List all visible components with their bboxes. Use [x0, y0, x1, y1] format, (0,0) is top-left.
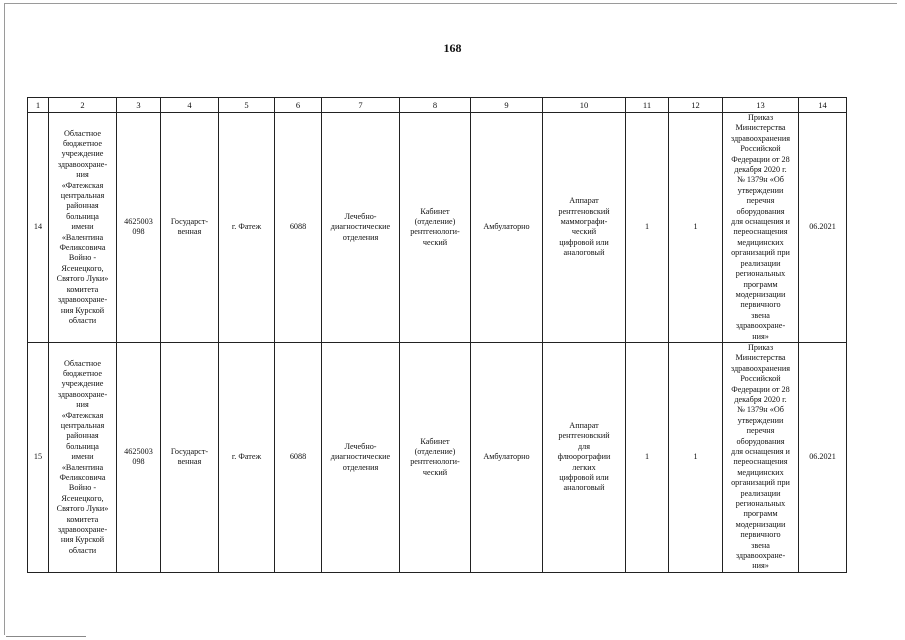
inn-cell — [117, 113, 161, 343]
equipment-text: Аппарат рентгеновский для флюорографии легких цифровой или аналоговый — [557, 420, 611, 493]
cabinet-text: Кабинет (отделение) рентгенологи- ческий — [410, 206, 460, 247]
organization-text: Областное бюджетное учреждение здравоохране- ния «Фатежская центральная районная больница имени «Валентина Феликсовича Войно - Ясенецкого, Святого Луки» комитета здравоохране- ния Курской области — [56, 358, 109, 555]
column-header: 3 — [117, 98, 161, 113]
column-header: 12 — [669, 98, 723, 113]
column-header: 7 — [322, 98, 400, 113]
city-cell: г. Фатеж — [219, 113, 275, 343]
equipment-cell — [543, 113, 626, 343]
legal-basis-text: Приказ Министерства здравоохранения Российской Федерации от 28 декабря 2020 г. № 1379н «Об утверждении перечня оборудования для оснащения и переоснащения медицинских организаций при реализации региональных программ модернизации первичного звена здравоохране- ния» — [730, 342, 791, 571]
organization-cell — [49, 342, 117, 572]
cabinet-cell — [400, 113, 471, 343]
legal-basis-cell — [723, 113, 799, 343]
column-header: 6 — [275, 98, 322, 113]
legal-basis-cell — [723, 342, 799, 572]
ownership-cell — [161, 113, 219, 343]
column-header: 9 — [471, 98, 543, 113]
care-form-cell: Амбулаторно — [471, 342, 543, 572]
column-header: 14 — [799, 98, 847, 113]
department-text: Лечебно- диагностические отделения — [330, 441, 391, 472]
cabinet-cell — [400, 342, 471, 572]
table-row — [28, 113, 847, 343]
column-header: 13 — [723, 98, 799, 113]
inn-text: 4625003 098 — [124, 447, 153, 467]
organization-cell — [49, 113, 117, 343]
scan-edge-line — [6, 636, 86, 637]
city-cell: г. Фатеж — [219, 342, 275, 572]
column-header: 8 — [400, 98, 471, 113]
column-header: 1 — [28, 98, 49, 113]
table-header-row — [28, 98, 847, 113]
date-cell: 06.2021 — [799, 113, 847, 343]
department-cell — [322, 342, 400, 572]
row-number-cell: 15 — [28, 342, 49, 572]
equipment-table — [27, 97, 847, 573]
inn-cell — [117, 342, 161, 572]
quantity-cell: 1 — [626, 342, 669, 572]
department-text: Лечебно- диагностические отделения — [330, 211, 391, 242]
table-row — [28, 342, 847, 572]
quantity-cell: 1 — [669, 113, 723, 343]
code-cell: 6088 — [275, 342, 322, 572]
ownership-text: Государст- венная — [170, 217, 209, 237]
ownership-cell — [161, 342, 219, 572]
date-cell: 06.2021 — [799, 342, 847, 572]
cabinet-text: Кабинет (отделение) рентгенологи- ческий — [410, 436, 460, 477]
inn-text: 4625003 098 — [124, 217, 153, 237]
department-cell — [322, 113, 400, 343]
column-header: 2 — [49, 98, 117, 113]
equipment-cell — [543, 342, 626, 572]
code-cell: 6088 — [275, 113, 322, 343]
quantity-cell: 1 — [669, 342, 723, 572]
column-header: 5 — [219, 98, 275, 113]
legal-basis-text: Приказ Министерства здравоохранения Российской Федерации от 28 декабря 2020 г. № 1379н «Об утверждении перечня оборудования для оснащения и переоснащения медицинских организаций при реализации региональных программ модернизации первичного звена здравоохране- ния» — [730, 113, 791, 341]
ownership-text: Государст- венная — [170, 447, 209, 467]
row-number-cell: 14 — [28, 113, 49, 343]
column-header: 10 — [543, 98, 626, 113]
equipment-text: Аппарат рентгеновский маммографи- ческий цифровой или аналоговый — [558, 196, 610, 258]
care-form-cell: Амбулаторно — [471, 113, 543, 343]
column-header: 4 — [161, 98, 219, 113]
organization-text: Областное бюджетное учреждение здравоохране- ния «Фатежская центральная районная больница имени «Валентина Феликсовича Войно - Ясенецкого, Святого Луки» комитета здравоохране- ния Курской области — [56, 128, 109, 325]
column-header: 11 — [626, 98, 669, 113]
quantity-cell: 1 — [626, 113, 669, 343]
page-number: 168 — [443, 41, 462, 55]
